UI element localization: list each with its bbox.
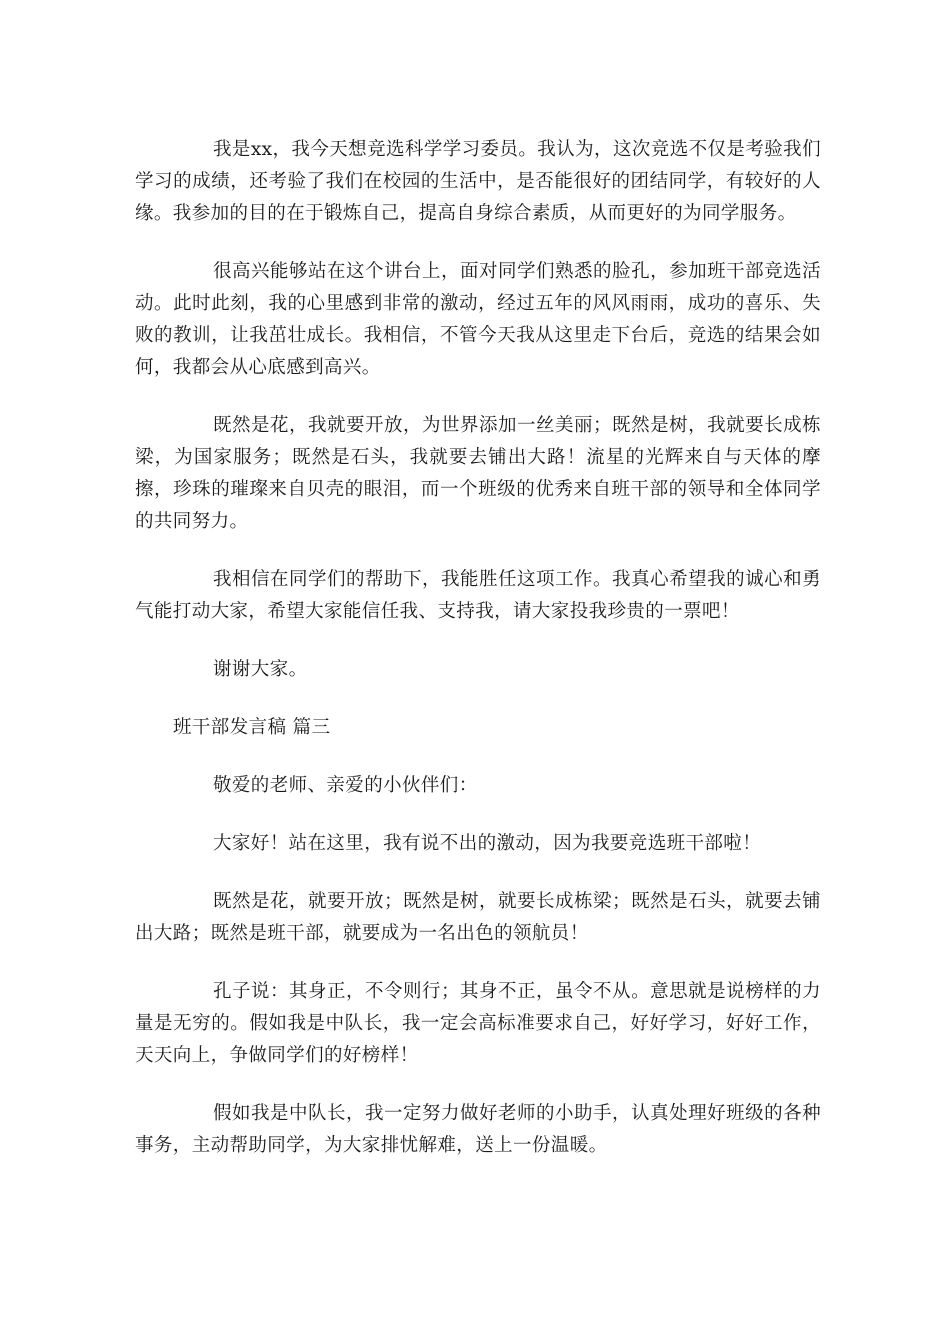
document-body — [135, 134, 821, 1188]
paragraph-candidacy-intro: 我是xx，我今天想竞选科学学习委员。我认为，这次竞选不仅是考验我们学习的成绩，还考验了我们在校园的生活中，是否能很好的团结同学，有较好的人缘。我参加的目的在于锻炼自己，提高自身综合素质，从而更好的为同学服务。 — [135, 139, 821, 224]
paragraph-thanks: 谢谢大家。 — [213, 659, 308, 680]
paragraph-flower-tree-stone: 既然是花，我就要开放，为世界添加一丝美丽；既然是树，我就要长成栋梁，为国家服务；既然是石头，我就要去铺出大路！流星的光辉来自与天体的摩擦，珍珠的璀璨来自贝壳的眼泪，而一个班级的优秀来自班干部的领导和全体同学的共同努力。 — [135, 415, 821, 532]
paragraph-navigator: 既然是花，就要开放；既然是树，就要长成栋梁；既然是石头，就要去铺出大路；既然是班干部，就要成为一名出色的领航员！ — [135, 891, 821, 944]
paragraph-greeting: 大家好！站在这里，我有说不出的激动，因为我要竞选班干部啦！ — [213, 833, 762, 854]
section-heading: 班干部发言稿 篇三 — [173, 717, 331, 738]
paragraph-helper: 假如我是中队长，我一定努力做好老师的小助手，认真处理好班级的各种事务，主动帮助同学，为大家排忧解难，送上一份温暖。 — [135, 1103, 821, 1156]
paragraph-salutation: 敬爱的老师、亲爱的小伙伴们： — [213, 775, 478, 796]
paragraph-podium-feelings: 很高兴能够站在这个讲台上，面对同学们熟悉的脸孔，参加班干部竞选活动。此时此刻，我的心里感到非常的激动，经过五年的风风雨雨，成功的喜乐、失败的教训，让我茁壮成长。我相信，不管今天我从这里走下台后，竞选的结果会如何，我都会从心底感到高兴。 — [135, 261, 821, 378]
paragraph-request-votes: 我相信在同学们的帮助下，我能胜任这项工作。我真心希望我的诚心和勇气能打动大家，希望大家能信任我、支持我，请大家投我珍贵的一票吧！ — [135, 569, 821, 622]
paragraph-confucius: 孔子说：其身正，不令则行；其身不正，虽令不从。意思就是说榜样的力量是无穷的。假如我是中队长，我一定会高标准要求自己，好好学习，好好工作，天天向上，争做同学们的好榜样！ — [135, 981, 821, 1066]
